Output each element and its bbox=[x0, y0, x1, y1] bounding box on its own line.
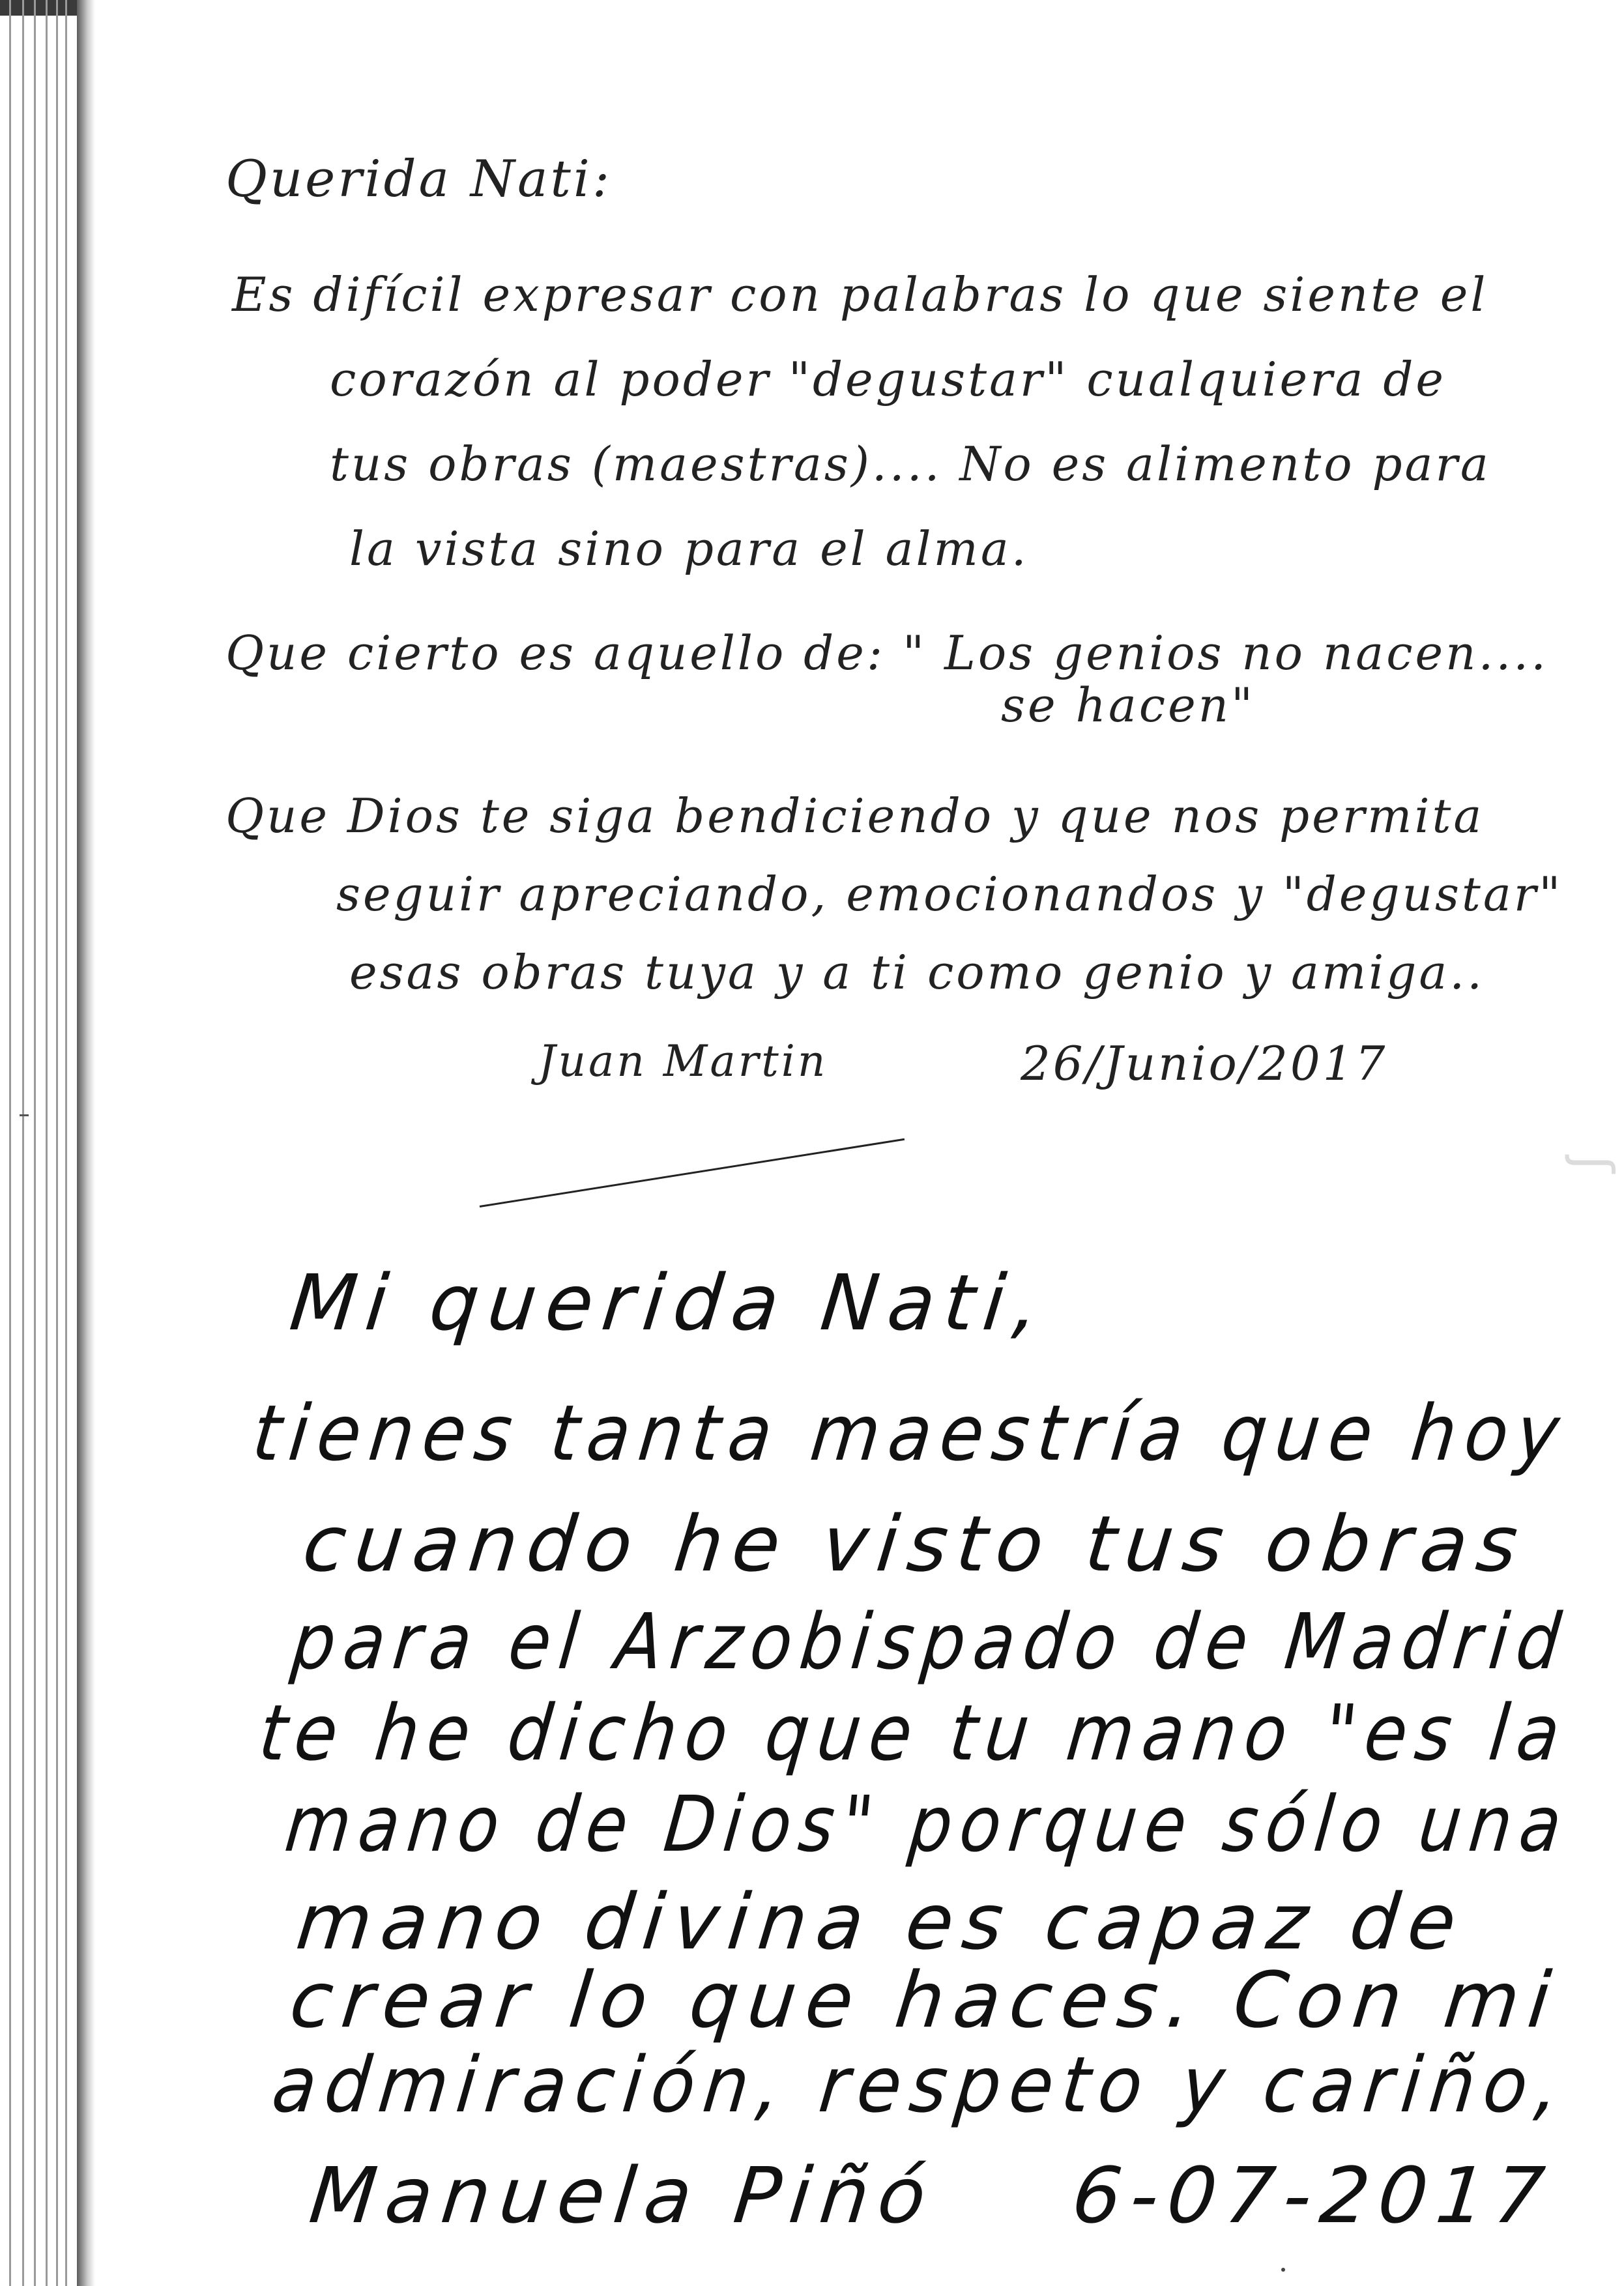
margin-tick bbox=[20, 1114, 29, 1116]
entry-1-line: esas obras tuya y a ti como genio y amiga.. bbox=[349, 945, 1485, 1000]
entry-1-line: Que cierto es aquello de: " Los genios no nacen.... bbox=[225, 626, 1549, 680]
entry-2-line: mano divina es capaz de bbox=[292, 1877, 1470, 1967]
page-edge-line bbox=[65, 0, 67, 2286]
page-edge-line bbox=[22, 0, 24, 2286]
entry-1-salutation: Querida Nati: bbox=[225, 150, 613, 209]
page-edge-line bbox=[34, 0, 36, 2286]
entry-2-date: 6-07-2017 bbox=[1067, 2150, 1558, 2240]
entry-2-line: cuando he visto tus obras bbox=[298, 1499, 1531, 1589]
entry-1-line: Que Dios te siga bendiciendo y que nos permita bbox=[225, 789, 1485, 843]
entry-1-signature: Juan Martin bbox=[538, 1036, 828, 1086]
guestbook-page bbox=[95, 0, 1624, 2286]
entry-1-date: 26/Junio/2017 bbox=[1021, 1036, 1388, 1091]
entry-2-line: mano de Dios" porque sólo una bbox=[281, 1779, 1574, 1869]
page-edge-line bbox=[56, 0, 58, 2286]
entry-1-line: Es difícil expresar con palabras lo que siente el bbox=[232, 267, 1488, 322]
entry-1-line: corazón al poder "degustar" cualquiera de bbox=[330, 352, 1447, 407]
signature-flourish bbox=[480, 1138, 905, 1208]
entry-2-line: crear lo que haces. Con mi bbox=[285, 1955, 1564, 2045]
book-spine-shadow bbox=[77, 0, 95, 2286]
entry-2-line: para el Arzobispado de Madrid bbox=[287, 1597, 1573, 1686]
page-edge-line bbox=[46, 0, 48, 2286]
bleed-through-mark: ʃ bbox=[1563, 1155, 1624, 1173]
entry-2-line: Mi querida Nati, bbox=[285, 1258, 1052, 1348]
entry-1-line: seguir apreciando, emocionandos y "degustar" bbox=[336, 867, 1563, 921]
entry-2-line: tienes tanta maestría que hoy bbox=[248, 1388, 1572, 1478]
entry-2-signature: Manuela Piñó bbox=[305, 2150, 940, 2240]
entry-2-line: admiración, respeto y cariño, bbox=[268, 2040, 1573, 2130]
page-speck bbox=[1281, 2268, 1285, 2272]
entry-1-line: tus obras (maestras).... No es alimento para bbox=[330, 437, 1491, 491]
entry-2-line: te he dicho que tu mano "es la bbox=[255, 1688, 1573, 1778]
page-edge-line bbox=[9, 0, 11, 2286]
entry-1-line: la vista sino para el alma. bbox=[349, 521, 1029, 576]
book-page-edges bbox=[0, 0, 91, 2286]
entry-1-line: se hacen" bbox=[1001, 678, 1256, 732]
